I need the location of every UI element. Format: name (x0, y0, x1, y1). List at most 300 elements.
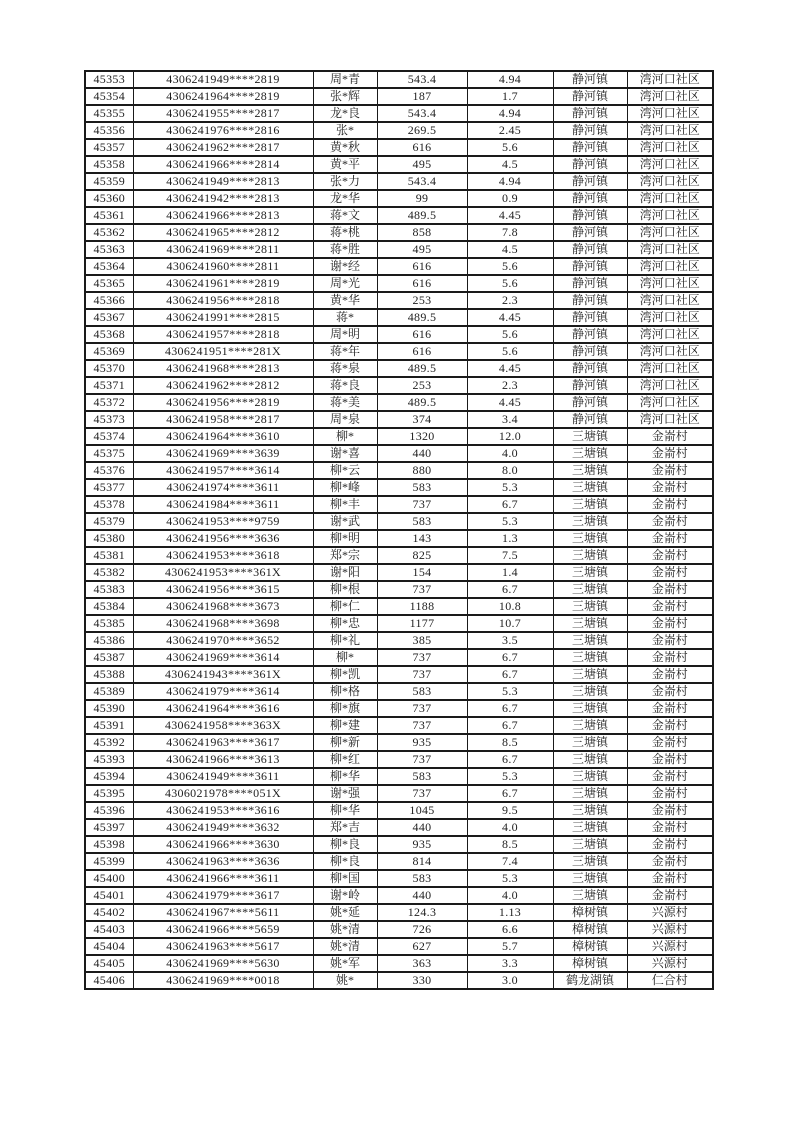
table-cell-serial: 45363 (85, 241, 133, 258)
table-cell-town: 静河镇 (553, 224, 627, 241)
table-cell-percent: 4.94 (467, 71, 553, 88)
table-cell-percent: 3.3 (467, 955, 553, 972)
table-row (85, 139, 713, 156)
table-cell-village: 湾河口社区 (627, 394, 713, 411)
table-cell-name: 蒋*年 (313, 343, 377, 360)
table-cell-village: 金嵛村 (627, 751, 713, 768)
table-cell-id-number: 4306241964****3616 (133, 700, 313, 717)
table-cell-amount: 143 (377, 530, 467, 547)
table-cell-percent: 5.6 (467, 343, 553, 360)
table-cell-amount: 1177 (377, 615, 467, 632)
table-cell-town: 三塘镇 (553, 598, 627, 615)
table-row (85, 190, 713, 207)
table-cell-serial: 45360 (85, 190, 133, 207)
table-cell-town: 三塘镇 (553, 666, 627, 683)
table-cell-percent: 6.7 (467, 666, 553, 683)
table-cell-serial: 45379 (85, 513, 133, 530)
table-cell-town: 三塘镇 (553, 683, 627, 700)
table-cell-serial: 45359 (85, 173, 133, 190)
table-cell-village: 金嵛村 (627, 496, 713, 513)
table-cell-amount: 737 (377, 496, 467, 513)
table-cell-town: 三塘镇 (553, 547, 627, 564)
table-cell-id-number: 4306241949****2819 (133, 71, 313, 88)
table-cell-serial: 45402 (85, 904, 133, 921)
table-cell-serial: 45404 (85, 938, 133, 955)
table-cell-amount: 616 (377, 139, 467, 156)
table-row (85, 326, 713, 343)
table-cell-amount: 374 (377, 411, 467, 428)
table-cell-percent: 6.7 (467, 785, 553, 802)
table-cell-town: 静河镇 (553, 207, 627, 224)
table-cell-village: 湾河口社区 (627, 224, 713, 241)
table-cell-village: 金嵛村 (627, 819, 713, 836)
table-cell-town: 三塘镇 (553, 615, 627, 632)
table-cell-village: 金嵛村 (627, 530, 713, 547)
table-cell-amount: 1320 (377, 428, 467, 445)
table-cell-name: 张* (313, 122, 377, 139)
table-cell-town: 静河镇 (553, 190, 627, 207)
table-cell-percent: 4.94 (467, 105, 553, 122)
table-cell-name: 柳*国 (313, 870, 377, 887)
table-cell-id-number: 4306241967****5611 (133, 904, 313, 921)
table-row (85, 547, 713, 564)
table-cell-town: 静河镇 (553, 275, 627, 292)
table-cell-id-number: 4306241958****2817 (133, 411, 313, 428)
table-cell-town: 静河镇 (553, 360, 627, 377)
table-cell-serial: 45395 (85, 785, 133, 802)
table-cell-id-number: 4306241969****3639 (133, 445, 313, 462)
table-cell-id-number: 4306241963****3617 (133, 734, 313, 751)
table-cell-id-number: 4306241979****3617 (133, 887, 313, 904)
table-cell-village: 金嵛村 (627, 887, 713, 904)
table-row (85, 377, 713, 394)
table-cell-id-number: 4306241968****3673 (133, 598, 313, 615)
table-cell-percent: 6.6 (467, 921, 553, 938)
table-row (85, 394, 713, 411)
table-cell-id-number: 4306241968****2813 (133, 360, 313, 377)
table-cell-id-number: 4306241949****3611 (133, 768, 313, 785)
table-cell-amount: 935 (377, 836, 467, 853)
table-cell-town: 三塘镇 (553, 751, 627, 768)
table-cell-serial: 45382 (85, 564, 133, 581)
table-cell-id-number: 4306241951****281X (133, 343, 313, 360)
table-cell-id-number: 4306241955****2817 (133, 105, 313, 122)
table-cell-id-number: 4306021978****051X (133, 785, 313, 802)
table-cell-amount: 124.3 (377, 904, 467, 921)
table-cell-village: 金嵛村 (627, 700, 713, 717)
table-cell-name: 柳*旗 (313, 700, 377, 717)
table-cell-name: 柳*新 (313, 734, 377, 751)
table-cell-village: 金嵛村 (627, 785, 713, 802)
table-cell-town: 三塘镇 (553, 496, 627, 513)
table-cell-amount: 935 (377, 734, 467, 751)
table-cell-name: 柳* (313, 428, 377, 445)
table-cell-percent: 4.45 (467, 394, 553, 411)
table-cell-amount: 737 (377, 666, 467, 683)
table-row (85, 411, 713, 428)
table-cell-village: 金嵛村 (627, 445, 713, 462)
table-cell-name: 郑*宗 (313, 547, 377, 564)
table-cell-amount: 737 (377, 785, 467, 802)
table-cell-serial: 45361 (85, 207, 133, 224)
table-cell-amount: 440 (377, 819, 467, 836)
table-cell-id-number: 4306241966****3611 (133, 870, 313, 887)
table-cell-percent: 8.0 (467, 462, 553, 479)
table-cell-amount: 583 (377, 768, 467, 785)
table-cell-id-number: 4306241956****3615 (133, 581, 313, 598)
table-cell-serial: 45381 (85, 547, 133, 564)
table-cell-town: 三塘镇 (553, 870, 627, 887)
table-cell-village: 湾河口社区 (627, 360, 713, 377)
table-cell-serial: 45390 (85, 700, 133, 717)
table-cell-town: 三塘镇 (553, 819, 627, 836)
table-cell-town: 静河镇 (553, 411, 627, 428)
table-cell-amount: 154 (377, 564, 467, 581)
table-row (85, 530, 713, 547)
table-cell-amount: 489.5 (377, 394, 467, 411)
table-cell-name: 周*泉 (313, 411, 377, 428)
table-cell-id-number: 4306241976****2816 (133, 122, 313, 139)
table-cell-amount: 330 (377, 972, 467, 989)
table-cell-name: 龙*良 (313, 105, 377, 122)
table-cell-amount: 880 (377, 462, 467, 479)
table-cell-village: 湾河口社区 (627, 275, 713, 292)
table-row (85, 751, 713, 768)
table-cell-serial: 45391 (85, 717, 133, 734)
table-cell-serial: 45354 (85, 88, 133, 105)
table-cell-village: 湾河口社区 (627, 377, 713, 394)
table-cell-id-number: 4306241966****3613 (133, 751, 313, 768)
table-cell-amount: 440 (377, 887, 467, 904)
table-cell-id-number: 4306241949****2813 (133, 173, 313, 190)
table-cell-name: 张*辉 (313, 88, 377, 105)
table-cell-name: 柳*仁 (313, 598, 377, 615)
table-row (85, 122, 713, 139)
table-cell-id-number: 4306241957****2818 (133, 326, 313, 343)
table-cell-name: 姚*延 (313, 904, 377, 921)
table-cell-village: 金嵛村 (627, 649, 713, 666)
table-cell-name: 黄*秋 (313, 139, 377, 156)
table-cell-village: 金嵛村 (627, 581, 713, 598)
table-cell-percent: 8.5 (467, 734, 553, 751)
table-cell-village: 兴源村 (627, 938, 713, 955)
table-cell-name: 柳*格 (313, 683, 377, 700)
table-cell-percent: 5.7 (467, 938, 553, 955)
table-cell-serial: 45377 (85, 479, 133, 496)
table-cell-percent: 1.3 (467, 530, 553, 547)
table-cell-percent: 5.3 (467, 513, 553, 530)
table-cell-id-number: 4306241961****2819 (133, 275, 313, 292)
beneficiary-table (84, 70, 714, 990)
table-cell-name: 柳*忠 (313, 615, 377, 632)
table-cell-serial: 45393 (85, 751, 133, 768)
table-row (85, 717, 713, 734)
table-cell-name: 柳*明 (313, 530, 377, 547)
table-cell-id-number: 4306241979****3614 (133, 683, 313, 700)
table-cell-town: 三塘镇 (553, 734, 627, 751)
table-cell-amount: 616 (377, 326, 467, 343)
table-cell-village: 金嵛村 (627, 666, 713, 683)
table-row (85, 207, 713, 224)
table-cell-town: 三塘镇 (553, 581, 627, 598)
table-cell-name: 柳*峰 (313, 479, 377, 496)
table-row (85, 88, 713, 105)
table-cell-town: 鹤龙湖镇 (553, 972, 627, 989)
table-cell-name: 柳*华 (313, 768, 377, 785)
table-cell-town: 静河镇 (553, 394, 627, 411)
table-cell-name: 柳*凯 (313, 666, 377, 683)
table-row (85, 683, 713, 700)
table-cell-name: 蒋*泉 (313, 360, 377, 377)
table-cell-percent: 1.13 (467, 904, 553, 921)
table-cell-id-number: 4306241966****3630 (133, 836, 313, 853)
table-row (85, 156, 713, 173)
table-cell-town: 三塘镇 (553, 802, 627, 819)
table-cell-id-number: 4306241953****361X (133, 564, 313, 581)
table-cell-percent: 2.3 (467, 377, 553, 394)
table-cell-percent: 10.7 (467, 615, 553, 632)
table-cell-id-number: 4306241966****2814 (133, 156, 313, 173)
table-row (85, 173, 713, 190)
table-cell-serial: 45385 (85, 615, 133, 632)
table-cell-percent: 4.0 (467, 887, 553, 904)
table-cell-name: 柳*建 (313, 717, 377, 734)
table-cell-town: 静河镇 (553, 139, 627, 156)
table-cell-percent: 6.7 (467, 649, 553, 666)
table-cell-amount: 814 (377, 853, 467, 870)
table-cell-serial: 45369 (85, 343, 133, 360)
table-cell-id-number: 4306241969****0018 (133, 972, 313, 989)
table-cell-percent: 5.6 (467, 258, 553, 275)
table-cell-amount: 495 (377, 156, 467, 173)
table-cell-percent: 2.45 (467, 122, 553, 139)
table-cell-village: 金嵛村 (627, 802, 713, 819)
table-cell-village: 湾河口社区 (627, 258, 713, 275)
table-cell-serial: 45367 (85, 309, 133, 326)
table-cell-id-number: 4306241968****3698 (133, 615, 313, 632)
table-cell-percent: 2.3 (467, 292, 553, 309)
table-cell-village: 兴源村 (627, 955, 713, 972)
table-cell-percent: 0.9 (467, 190, 553, 207)
table-cell-id-number: 4306241960****2811 (133, 258, 313, 275)
table-cell-village: 湾河口社区 (627, 309, 713, 326)
table-cell-name: 郑*吉 (313, 819, 377, 836)
table-cell-village: 金嵛村 (627, 632, 713, 649)
table-cell-percent: 3.5 (467, 632, 553, 649)
table-cell-village: 湾河口社区 (627, 71, 713, 88)
table-row (85, 428, 713, 445)
table-cell-amount: 99 (377, 190, 467, 207)
table-cell-id-number: 4306241969****5630 (133, 955, 313, 972)
table-row (85, 955, 713, 972)
table-cell-village: 金嵛村 (627, 462, 713, 479)
table-cell-serial: 45373 (85, 411, 133, 428)
table-row (85, 105, 713, 122)
table-cell-percent: 6.7 (467, 700, 553, 717)
table-cell-percent: 6.7 (467, 496, 553, 513)
table-cell-serial: 45384 (85, 598, 133, 615)
table-cell-name: 蒋* (313, 309, 377, 326)
table-cell-serial: 45353 (85, 71, 133, 88)
table-row (85, 71, 713, 88)
table-row (85, 343, 713, 360)
table-cell-id-number: 4306241964****2819 (133, 88, 313, 105)
table-cell-name: 黄*平 (313, 156, 377, 173)
table-cell-town: 静河镇 (553, 105, 627, 122)
table-row (85, 309, 713, 326)
table-cell-name: 柳*礼 (313, 632, 377, 649)
table-cell-serial: 45392 (85, 734, 133, 751)
table-cell-town: 静河镇 (553, 326, 627, 343)
table-cell-town: 三塘镇 (553, 649, 627, 666)
table-cell-id-number: 4306241953****9759 (133, 513, 313, 530)
table-cell-town: 三塘镇 (553, 564, 627, 581)
table-row (85, 666, 713, 683)
table-cell-percent: 3.4 (467, 411, 553, 428)
table-cell-percent: 3.0 (467, 972, 553, 989)
table-cell-percent: 7.4 (467, 853, 553, 870)
table-cell-amount: 737 (377, 700, 467, 717)
table-cell-id-number: 4306241943****361X (133, 666, 313, 683)
table-cell-amount: 627 (377, 938, 467, 955)
table-cell-village: 湾河口社区 (627, 88, 713, 105)
table-cell-town: 三塘镇 (553, 462, 627, 479)
table-row (85, 258, 713, 275)
table-row (85, 734, 713, 751)
table-cell-id-number: 4306241958****363X (133, 717, 313, 734)
table-cell-serial: 45398 (85, 836, 133, 853)
table-row (85, 445, 713, 462)
table-cell-village: 金嵛村 (627, 564, 713, 581)
table-cell-amount: 495 (377, 241, 467, 258)
table-cell-id-number: 4306241956****3636 (133, 530, 313, 547)
table-cell-town: 静河镇 (553, 241, 627, 258)
table-cell-town: 三塘镇 (553, 717, 627, 734)
table-row (85, 632, 713, 649)
table-cell-id-number: 4306241956****2818 (133, 292, 313, 309)
table-cell-name: 柳*丰 (313, 496, 377, 513)
table-cell-percent: 4.0 (467, 445, 553, 462)
table-cell-amount: 363 (377, 955, 467, 972)
table-cell-amount: 187 (377, 88, 467, 105)
table-row (85, 938, 713, 955)
table-cell-serial: 45403 (85, 921, 133, 938)
table-cell-serial: 45356 (85, 122, 133, 139)
table-cell-town: 静河镇 (553, 377, 627, 394)
table-cell-id-number: 4306241963****3636 (133, 853, 313, 870)
table-cell-village: 湾河口社区 (627, 326, 713, 343)
table-cell-town: 静河镇 (553, 71, 627, 88)
table-cell-town: 三塘镇 (553, 632, 627, 649)
table-cell-serial: 45387 (85, 649, 133, 666)
table-cell-name: 谢*阳 (313, 564, 377, 581)
table-cell-name: 蒋*文 (313, 207, 377, 224)
table-cell-town: 静河镇 (553, 122, 627, 139)
table-cell-percent: 12.0 (467, 428, 553, 445)
table-cell-name: 柳*华 (313, 802, 377, 819)
table-cell-percent: 5.3 (467, 683, 553, 700)
table-cell-id-number: 4306241969****3614 (133, 649, 313, 666)
table-cell-id-number: 4306241965****2812 (133, 224, 313, 241)
table-cell-amount: 489.5 (377, 360, 467, 377)
table-cell-serial: 45376 (85, 462, 133, 479)
table-cell-amount: 737 (377, 581, 467, 598)
table-cell-percent: 1.7 (467, 88, 553, 105)
table-cell-amount: 269.5 (377, 122, 467, 139)
table-cell-town: 三塘镇 (553, 479, 627, 496)
table-cell-village: 金嵛村 (627, 870, 713, 887)
table-cell-amount: 583 (377, 683, 467, 700)
table-cell-town: 樟树镇 (553, 955, 627, 972)
table-cell-name: 柳*良 (313, 853, 377, 870)
table-cell-name: 柳*红 (313, 751, 377, 768)
table-cell-name: 谢*武 (313, 513, 377, 530)
table-row (85, 700, 713, 717)
table-cell-village: 金嵛村 (627, 683, 713, 700)
table-row (85, 292, 713, 309)
table-cell-village: 金嵛村 (627, 717, 713, 734)
table-cell-amount: 253 (377, 377, 467, 394)
table-cell-amount: 1045 (377, 802, 467, 819)
table-cell-id-number: 4306241974****3611 (133, 479, 313, 496)
table-cell-serial: 45396 (85, 802, 133, 819)
table-cell-town: 静河镇 (553, 343, 627, 360)
table-cell-id-number: 4306241966****2813 (133, 207, 313, 224)
table-cell-village: 金嵛村 (627, 547, 713, 564)
table-cell-name: 蒋*胜 (313, 241, 377, 258)
table-cell-id-number: 4306241964****3610 (133, 428, 313, 445)
table-cell-village: 湾河口社区 (627, 105, 713, 122)
table-row (85, 462, 713, 479)
table-cell-name: 谢*岭 (313, 887, 377, 904)
table-row (85, 241, 713, 258)
table-cell-town: 三塘镇 (553, 768, 627, 785)
table-cell-id-number: 4306241949****3632 (133, 819, 313, 836)
table-cell-serial: 45386 (85, 632, 133, 649)
table-cell-serial: 45362 (85, 224, 133, 241)
table-cell-amount: 726 (377, 921, 467, 938)
table-row (85, 598, 713, 615)
table-cell-serial: 45383 (85, 581, 133, 598)
table-cell-name: 谢*强 (313, 785, 377, 802)
table-cell-percent: 4.94 (467, 173, 553, 190)
table-cell-village: 兴源村 (627, 904, 713, 921)
table-cell-town: 三塘镇 (553, 513, 627, 530)
table-row (85, 887, 713, 904)
table-cell-town: 三塘镇 (553, 700, 627, 717)
table-cell-town: 静河镇 (553, 173, 627, 190)
table-cell-town: 樟树镇 (553, 921, 627, 938)
beneficiary-table-body (85, 71, 713, 989)
table-cell-serial: 45378 (85, 496, 133, 513)
table-cell-id-number: 4306241962****2817 (133, 139, 313, 156)
table-cell-village: 金嵛村 (627, 615, 713, 632)
table-cell-name: 蒋*良 (313, 377, 377, 394)
table-row (85, 496, 713, 513)
table-cell-percent: 7.8 (467, 224, 553, 241)
table-cell-id-number: 4306241970****3652 (133, 632, 313, 649)
table-cell-serial: 45389 (85, 683, 133, 700)
table-cell-percent: 6.7 (467, 717, 553, 734)
table-cell-amount: 737 (377, 717, 467, 734)
table-cell-village: 湾河口社区 (627, 156, 713, 173)
table-cell-serial: 45388 (85, 666, 133, 683)
table-cell-name: 姚*清 (313, 938, 377, 955)
table-cell-name: 周*青 (313, 71, 377, 88)
table-row (85, 853, 713, 870)
table-row (85, 768, 713, 785)
table-cell-town: 三塘镇 (553, 445, 627, 462)
